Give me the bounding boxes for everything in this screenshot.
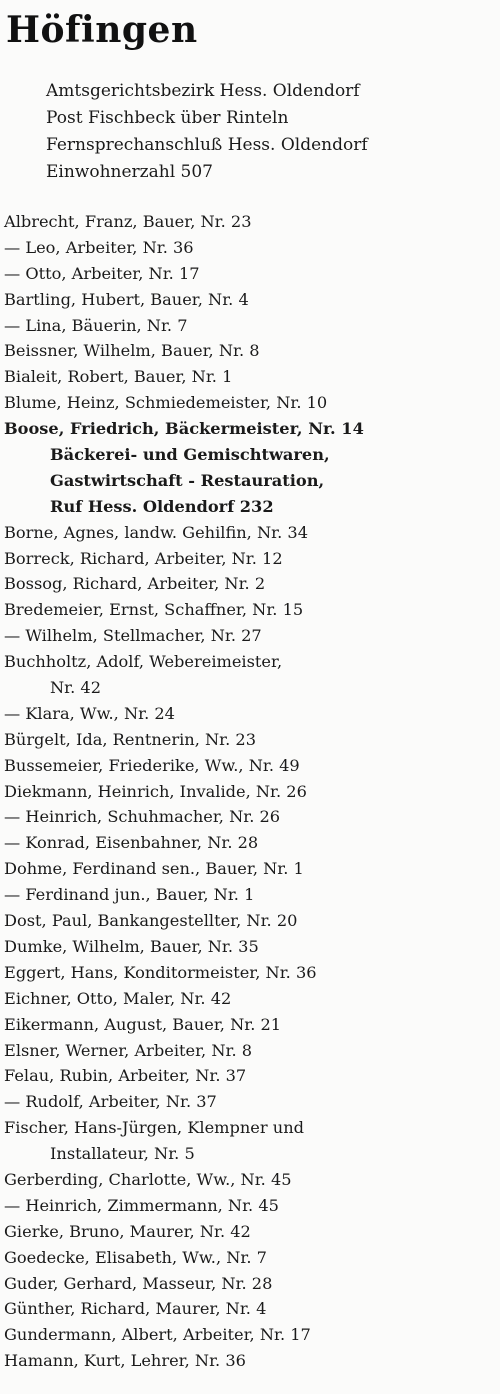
resident-list [4,209,496,1374]
list-item: Diekmann, Heinrich, Invalide, Nr. 26 [4,781,307,801]
list-item: Bialeit, Robert, Bauer, Nr. 1 [4,367,233,387]
list-item: Bürgelt, Ida, Rentnerin, Nr. 23 [4,729,257,749]
list-item: Hamann, Kurt, Lehrer, Nr. 36 [4,1351,246,1371]
list-item: Gerberding, Charlotte, Ww., Nr. 45 [4,1169,292,1189]
list-item: Felau, Rubin, Arbeiter, Nr. 37 [4,1066,247,1086]
list-item: Dumke, Wilhelm, Bauer, Nr. 35 [4,936,259,956]
list-item: Dohme, Ferdinand sen., Bauer, Nr. 1 [4,859,304,879]
list-item: Gierke, Bruno, Maurer, Nr. 42 [4,1221,251,1241]
list-item: Bossog, Richard, Arbeiter, Nr. 2 [4,574,266,594]
list-item: Gundermann, Albert, Arbeiter, Nr. 17 [4,1325,311,1345]
list-item: — Klara, Ww., Nr. 24 [4,703,175,723]
info-line-population: Einwohnerzahl 507 [46,162,213,182]
list-item: — Leo, Arbeiter, Nr. 36 [4,237,194,257]
list-item-continuation: Ruf Hess. Oldendorf 232 [50,496,274,516]
info-line-court-district: Amtsgerichtsbezirk Hess. Oldendorf [46,81,360,101]
list-item: Eggert, Hans, Konditormeister, Nr. 36 [4,962,317,982]
list-item: Eichner, Otto, Maler, Nr. 42 [4,988,232,1008]
list-item-continuation: Bäckerei- und Gemischtwaren, [50,445,330,465]
list-item-continuation: Gastwirtschaft - Restauration, [50,470,325,490]
list-item: Beissner, Wilhelm, Bauer, Nr. 8 [4,341,260,361]
list-item: — Heinrich, Zimmermann, Nr. 45 [4,1195,279,1215]
info-line-post: Post Fischbeck über Rinteln [46,108,289,128]
list-item: Guder, Gerhard, Masseur, Nr. 28 [4,1273,273,1293]
list-item: Blume, Heinz, Schmiedemeister, Nr. 10 [4,393,328,413]
info-line-telephone: Fernsprechanschluß Hess. Oldendorf [46,135,368,155]
list-item: Borne, Agnes, landw. Gehilfin, Nr. 34 [4,522,308,542]
list-item: Buchholtz, Adolf, Webereimeister, [4,652,283,672]
list-item: — Otto, Arbeiter, Nr. 17 [4,263,200,283]
list-item: — Rudolf, Arbeiter, Nr. 37 [4,1092,217,1112]
list-item: Fischer, Hans-Jürgen, Klempner und [4,1118,304,1138]
list-item: — Konrad, Eisenbahner, Nr. 28 [4,833,259,853]
list-item: Dost, Paul, Bankangestellter, Nr. 20 [4,911,298,931]
list-item: — Ferdinand jun., Bauer, Nr. 1 [4,885,255,905]
list-item-continuation: Nr. 42 [50,678,102,698]
list-item: Bredemeier, Ernst, Schaffner, Nr. 15 [4,600,304,620]
village-info [46,78,368,186]
list-item: — Lina, Bäuerin, Nr. 7 [4,315,188,335]
list-item: Goedecke, Elisabeth, Ww., Nr. 7 [4,1247,267,1267]
list-item: Eikermann, August, Bauer, Nr. 21 [4,1014,282,1034]
list-item-highlighted: Boose, Friedrich, Bäckermeister, Nr. 14 [4,419,364,439]
list-item: — Wilhelm, Stellmacher, Nr. 27 [4,626,262,646]
list-item: Elsner, Werner, Arbeiter, Nr. 8 [4,1040,253,1060]
page-title: Höfingen [6,9,198,51]
list-item-continuation: Installateur, Nr. 5 [50,1144,195,1164]
list-item: — Heinrich, Schuhmacher, Nr. 26 [4,807,281,827]
list-item: Albrecht, Franz, Bauer, Nr. 23 [4,212,252,231]
list-item: Borreck, Richard, Arbeiter, Nr. 12 [4,548,283,568]
list-item: Bartling, Hubert, Bauer, Nr. 4 [4,289,249,309]
list-item: Günther, Richard, Maurer, Nr. 4 [4,1299,267,1319]
list-item: Bussemeier, Friederike, Ww., Nr. 49 [4,755,300,775]
